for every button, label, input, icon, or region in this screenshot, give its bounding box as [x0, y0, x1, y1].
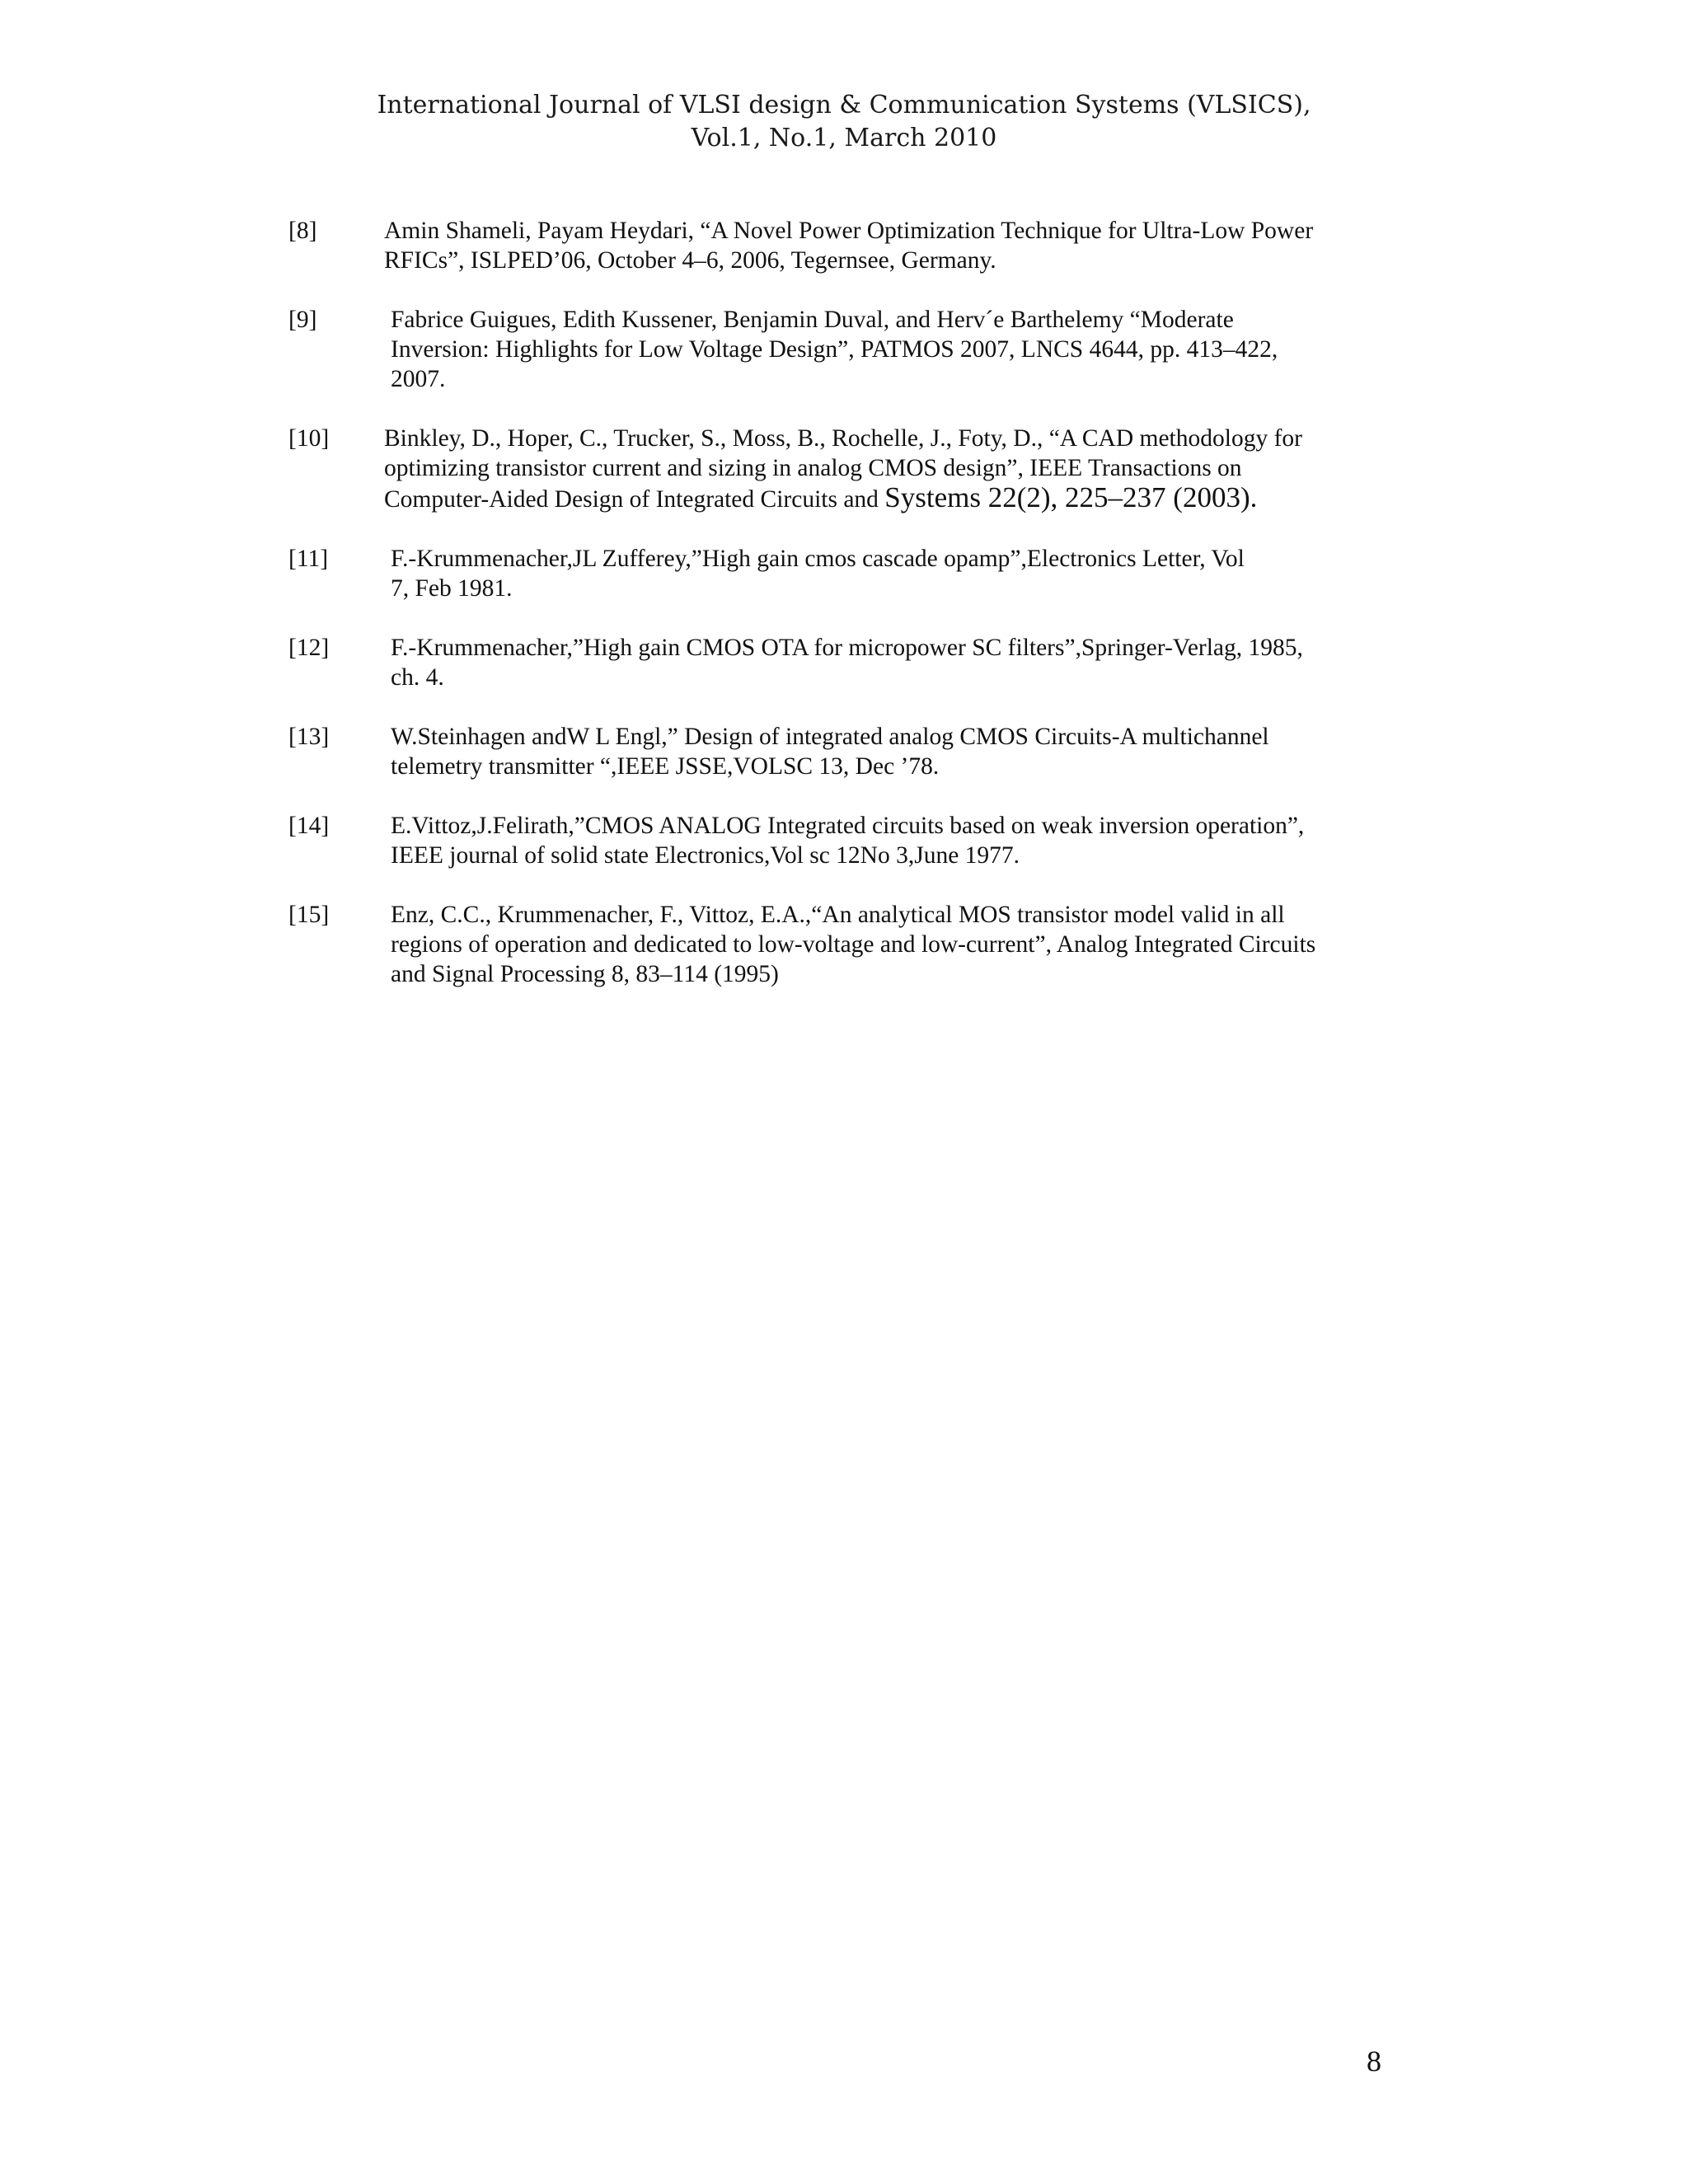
reference-line: IEEE journal of solid state Electronics,Vol sc 12No 3,June 1977.	[391, 842, 1020, 869]
reference-item	[288, 633, 1401, 692]
reference-number: [15]	[288, 902, 330, 928]
reference-text	[384, 424, 1401, 514]
reference-number: [13]	[288, 724, 330, 750]
reference-text	[391, 811, 1401, 870]
reference-line: Binkley, D., Hoper, C., Trucker, S., Moss, B., Rochelle, J., Foty, D., “A CAD methodology for	[384, 425, 1302, 452]
reference-item	[288, 900, 1401, 989]
reference-line: telemetry transmitter “,IEEE JSSE,VOLSC 13, Dec ’78.	[391, 753, 940, 780]
reference-number: [11]	[288, 546, 329, 572]
journal-title: International Journal of VLSI design & Communication Systems (VLSICS),	[377, 91, 1311, 120]
reference-line: optimizing transistor current and sizing in analog CMOS design”, IEEE Transactions on	[384, 455, 1242, 481]
reference-item	[288, 544, 1401, 603]
reference-text	[391, 633, 1401, 692]
reference-item	[288, 305, 1401, 394]
reference-line: regions of operation and dedicated to low-voltage and low-current”, Analog Integrated Circuits	[391, 931, 1316, 958]
page-number: 8	[1367, 2045, 1381, 2078]
reference-text	[391, 544, 1401, 603]
reference-line: 7, Feb 1981.	[391, 575, 513, 602]
reference-line: Amin Shameli, Payam Heydari, “A Novel Power Optimization Technique for Ultra-Low Power	[384, 218, 1314, 244]
reference-text	[391, 722, 1401, 781]
reference-item	[288, 216, 1401, 275]
reference-text	[391, 305, 1401, 394]
reference-number: [14]	[288, 813, 330, 839]
reference-item	[288, 722, 1401, 781]
reference-item	[288, 811, 1401, 870]
reference-number: [8]	[288, 218, 317, 244]
reference-line: Fabrice Guigues, Edith Kussener, Benjamin Duval, and Herv´e Barthelemy “Moderate	[391, 307, 1234, 333]
reference-line: F.-Krummenacher,JL Zufferey,”High gain cmos cascade opamp”,Electronics Letter, Vol	[391, 546, 1245, 572]
reference-line	[384, 483, 1401, 514]
reference-list	[288, 216, 1401, 1019]
reference-line: ch. 4.	[391, 664, 444, 691]
reference-line-part: Systems 22(2), 225–237 (2003).	[884, 481, 1258, 513]
reference-number: [12]	[288, 635, 330, 661]
running-header	[0, 89, 1688, 155]
reference-line: E.Vittoz,J.Felirath,”CMOS ANALOG Integrated circuits based on weak inversion operation”,	[391, 813, 1305, 839]
journal-volume: Vol.1, No.1, March 2010	[691, 124, 997, 152]
reference-number: [10]	[288, 425, 330, 452]
reference-text	[384, 216, 1401, 275]
reference-line: W.Steinhagen andW L Engl,” Design of integrated analog CMOS Circuits-A multichannel	[391, 724, 1269, 750]
reference-line: 2007.	[391, 366, 446, 392]
reference-line: and Signal Processing 8, 83–114 (1995)	[391, 961, 779, 987]
reference-line: RFICs”, ISLPED’06, October 4–6, 2006, Tegernsee, Germany.	[384, 247, 996, 274]
reference-line-part: Computer-Aided Design of Integrated Circuits and	[384, 486, 885, 513]
reference-line: Inversion: Highlights for Low Voltage Design”, PATMOS 2007, LNCS 4644, pp. 413–422,	[391, 336, 1278, 363]
reference-line: Enz, C.C., Krummenacher, F., Vittoz, E.A.,“An analytical MOS transistor model valid in all	[391, 902, 1285, 928]
reference-number: [9]	[288, 307, 317, 333]
reference-item	[288, 424, 1401, 514]
reference-line: F.-Krummenacher,”High gain CMOS OTA for micropower SC filters”,Springer-Verlag, 1985,	[391, 635, 1303, 661]
reference-text	[391, 900, 1401, 989]
